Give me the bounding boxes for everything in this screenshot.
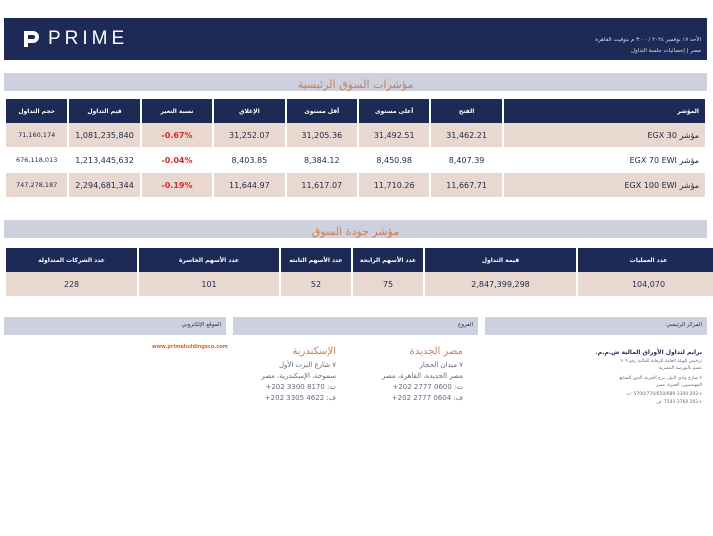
table-row: 747,278,187 2,294,681,344 -0.19% 11,644.97 11,617.07 11,710.26 11,667.71 مؤشر EGX 100 EWI <box>6 173 705 198</box>
hq-address-2: المهندسين، الجيزة، مصر <box>656 383 702 388</box>
table-row: 676,118,013 1,213,445,632 -0.04% 8,403.85 8,384.12 8,450.98 8,407.39 مؤشر EGX 70 EWI <box>6 148 705 173</box>
heliopolis-address-1: ٧ ميدان الحجاز <box>419 361 463 369</box>
report-header <box>4 18 707 60</box>
indices-section-title: مؤشرات السوق الرئيسية <box>4 73 707 91</box>
col-header: عدد العمليات <box>578 248 713 272</box>
prime-logo <box>22 28 128 50</box>
alexandria-title: الإسكندرية <box>292 346 336 357</box>
report-subtitle: مصر | إحصائيات جلسة التداول <box>630 48 701 54</box>
quality-table <box>4 248 713 297</box>
branches-bar: الفروع <box>233 317 478 335</box>
heliopolis-fax: ف: 0604 2777 202+ <box>391 394 463 402</box>
alexandria-fax: ف: 4622 3305 202+ <box>264 394 336 402</box>
col-header: قيمة التداول <box>425 248 576 272</box>
col-header: الفتح <box>431 99 501 123</box>
heliopolis-phone: ت: 0600 2777 202+ <box>392 383 463 391</box>
quality-section-title: مؤشر جودة السوق <box>4 220 707 238</box>
col-header: أعلى مستوى <box>359 99 429 123</box>
prime-logo-icon <box>22 29 40 49</box>
heliopolis-title: مصر الجديدة <box>409 346 463 357</box>
alexandria-address-2: سموحة، الإسكندرية، مصر <box>261 372 336 380</box>
col-header: أقل مستوى <box>287 99 357 123</box>
headquarters-bar: المركز الرئيسي <box>485 317 707 335</box>
col-header: عدد الأسهم الثابته <box>281 248 351 272</box>
alexandria-address-1: ٧ شارع البرت الأول <box>278 361 336 369</box>
col-header: الإغلاق <box>214 99 284 123</box>
indices-table <box>4 99 707 198</box>
col-header: نسبة التغير <box>142 99 212 123</box>
col-header: عدد الأسهم الخاسرة <box>139 248 279 272</box>
col-header: قيم التداول <box>69 99 139 123</box>
heliopolis-address-2: مصر الجديدة، القاهرة، مصر <box>381 372 463 380</box>
col-header: حجم التداول <box>6 99 67 123</box>
hq-fax: +202 3760 7543 :ف <box>656 400 702 405</box>
hq-phone: +202 3300 5700/770/650/689 :ت <box>626 392 702 397</box>
report-date: الأحد ١٧ نوفمبر ٢٠٢٤ / ٣:٠٠ م بتوقيت القاهرة <box>595 37 701 43</box>
col-header: عدد الشركات المتداولة <box>6 248 137 272</box>
website-bar: الموقع الإلكتروني <box>4 317 226 335</box>
hq-company-name: برايم لتداول الأوراق المالية ش.م.م. <box>595 349 702 356</box>
hq-license: ترخيص الهيئة العامة للرقابة المالية رقم ٢٠٩ <box>620 359 702 364</box>
indices-header-row <box>6 99 705 123</box>
hq-address-1: ٢ شارع وادي النيل، برج الحرية، الدور السابع، <box>618 376 702 381</box>
table-row: 228 101 52 75 2,847,399,298 104,070 <box>6 272 713 297</box>
table-row: 71,160,174 1,081,235,840 -0.67% 31,252.07 31,205.36 31,492.51 31,462.21 مؤشر EGX 30 <box>6 123 705 148</box>
website-link[interactable]: www.primeholdingsco.com <box>152 344 228 350</box>
logo-text: PRIME <box>48 28 129 49</box>
hq-member: عضو بالبورصة المصرية <box>658 366 702 371</box>
col-header: المؤشر <box>504 99 705 123</box>
alexandria-phone: ت: 8170 3300 202+ <box>265 383 336 391</box>
quality-header-row <box>6 248 713 272</box>
col-header: عدد الأسهم الرابحة <box>353 248 423 272</box>
